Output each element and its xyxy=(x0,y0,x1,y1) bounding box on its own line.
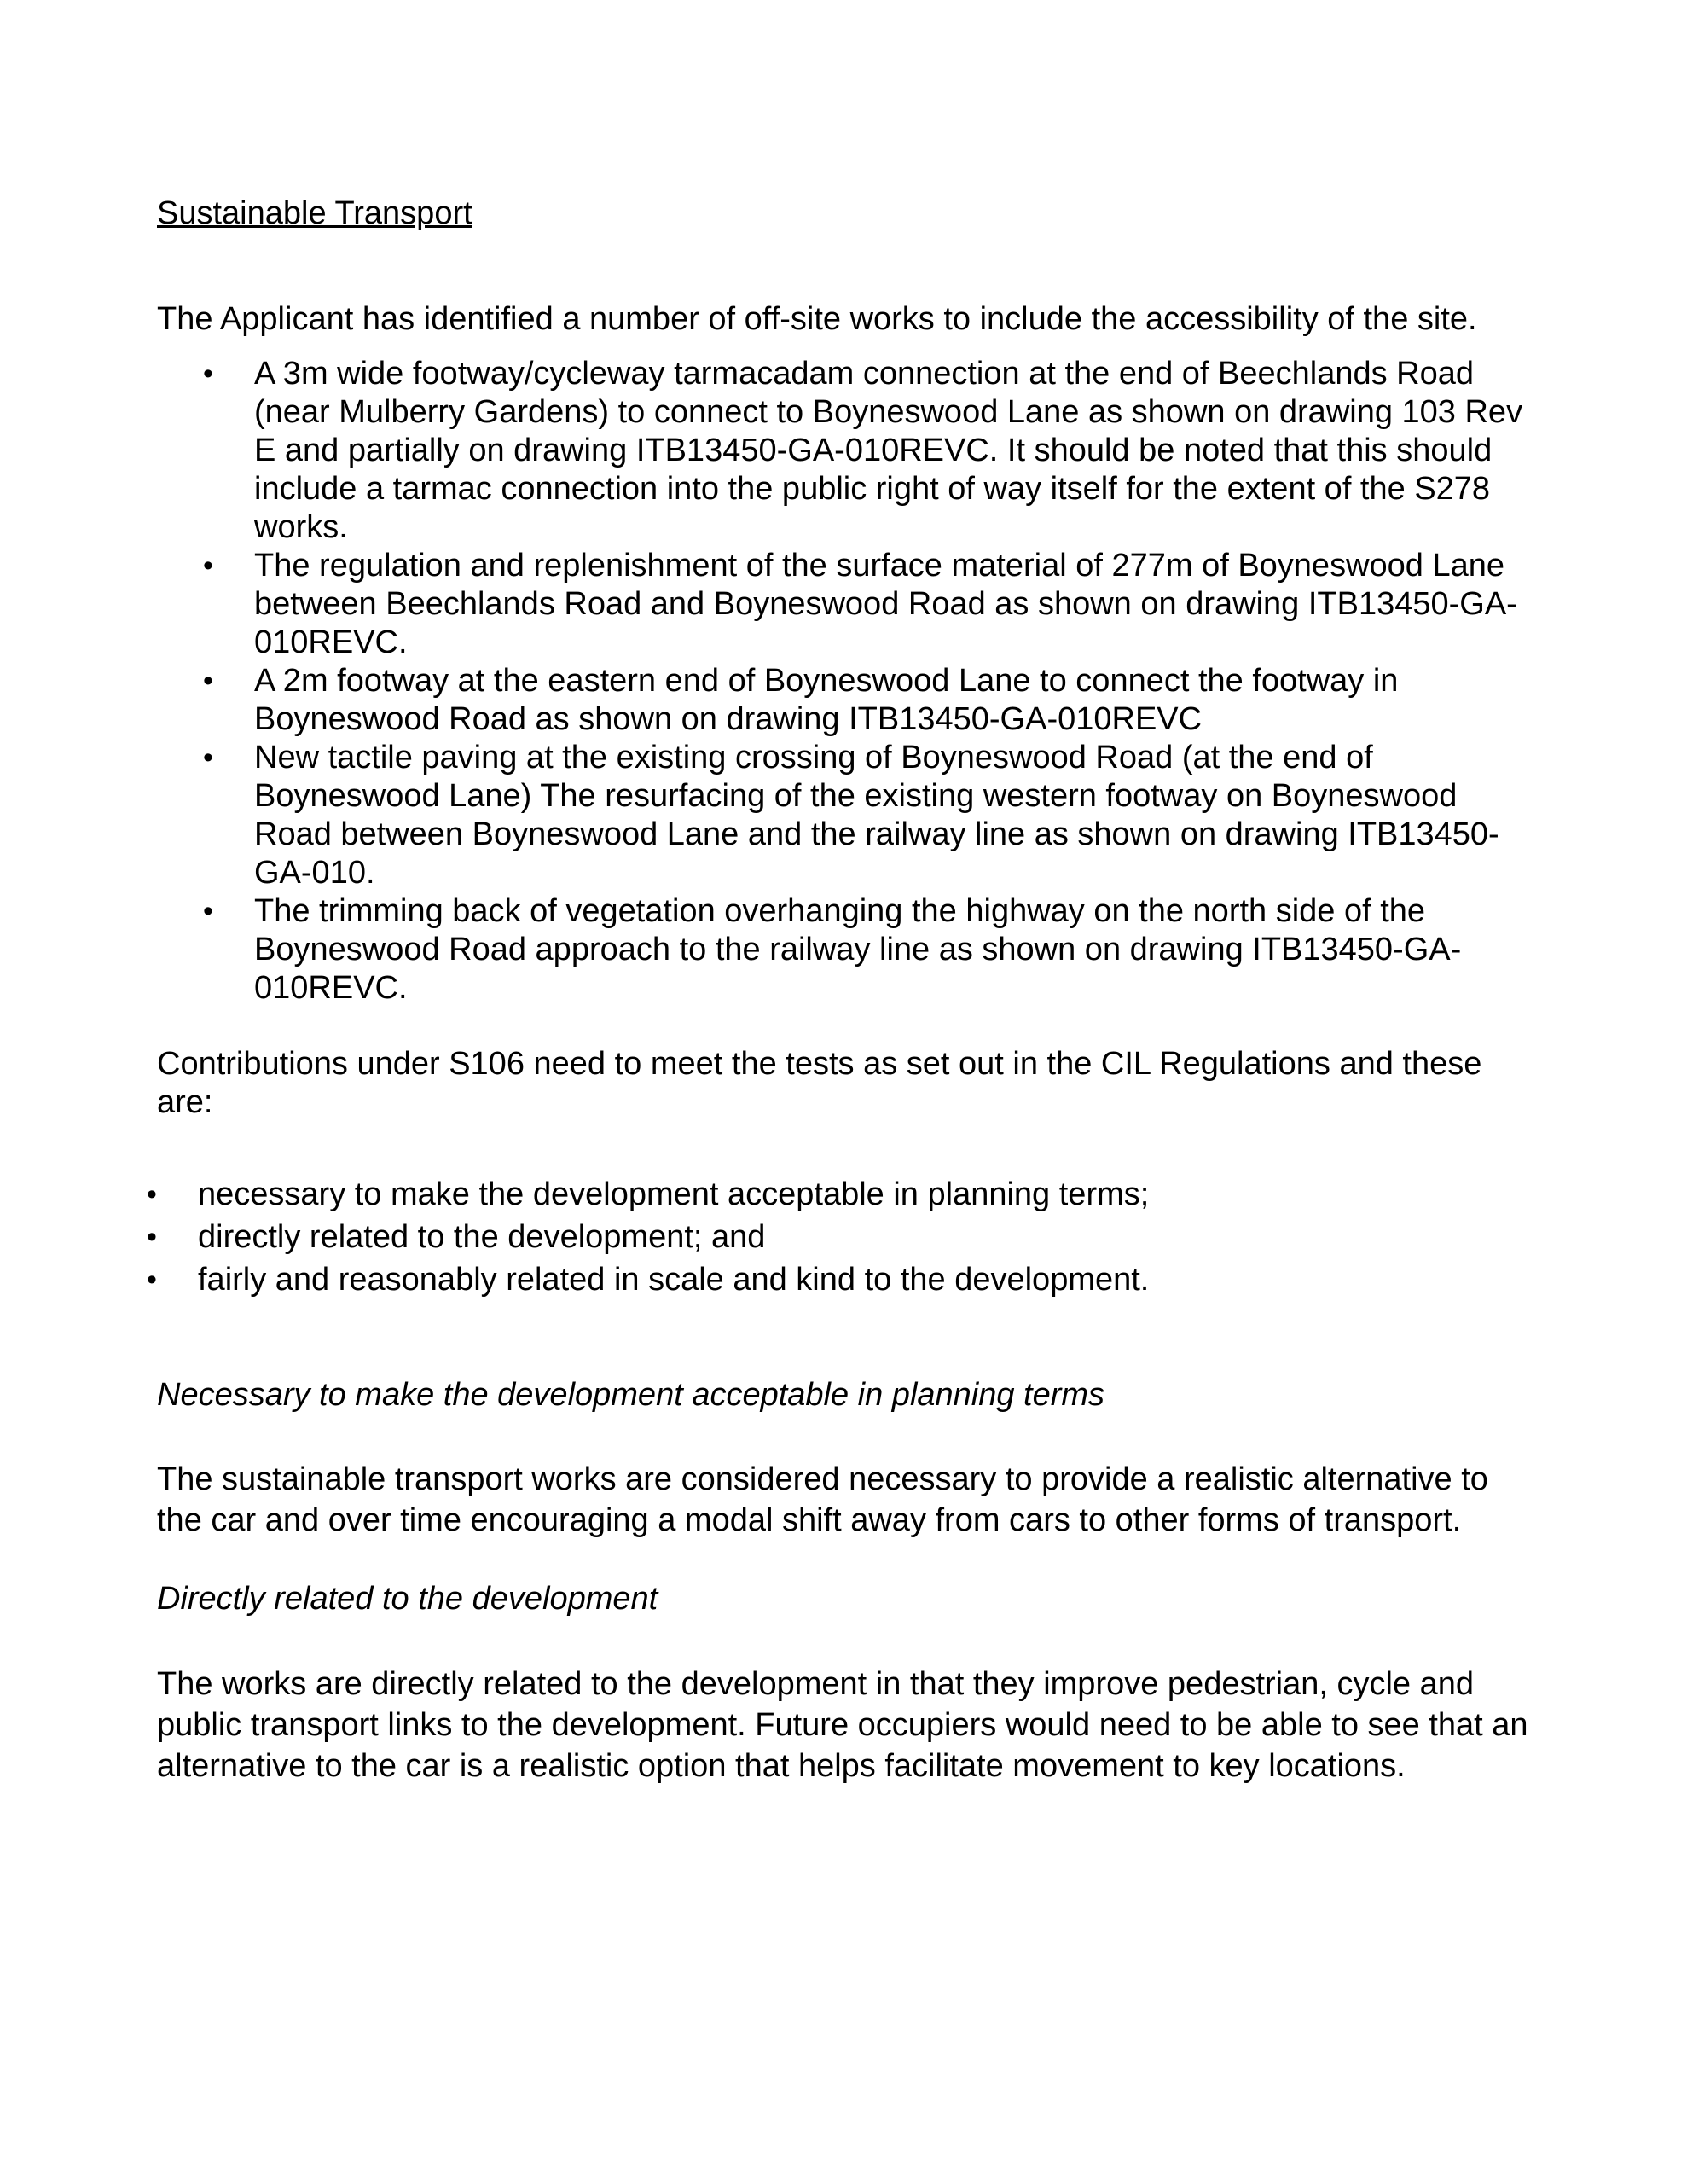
bullet-icon: • xyxy=(203,895,213,927)
bullet-icon: • xyxy=(203,549,213,582)
bullet-icon: • xyxy=(147,1221,157,1253)
works-list-item xyxy=(0,355,1533,547)
bullet-icon: • xyxy=(147,1263,157,1296)
works-list-item xyxy=(0,662,1533,739)
contributions-paragraph: Contributions under S106 need to meet the tests as set out in the CIL Regulations and these are: xyxy=(157,1046,1482,1120)
tests-list-item xyxy=(0,1216,1511,1258)
works-item-text: The regulation and replenishment of the surface material of 277m of Boyneswood Lane between Beechlands Road and Boyneswood Road as shown on drawing ITB13450-GA-010REVC. xyxy=(254,548,1517,660)
tests-list-item xyxy=(0,1258,1511,1301)
tests-item-text: fairly and reasonably related in scale and kind to the development. xyxy=(198,1262,1150,1298)
tests-list xyxy=(0,1173,1511,1301)
works-list-item xyxy=(0,547,1533,662)
works-list-item xyxy=(0,892,1533,1008)
works-item-text: A 2m footway at the eastern end of Boyneswood Lane to connect the footway in Boyneswood Road as shown on drawing ITB13450-GA-010REVC xyxy=(254,663,1399,737)
tests-item-text: necessary to make the development acceptable in planning terms; xyxy=(198,1176,1150,1212)
bullet-icon: • xyxy=(203,741,213,774)
bullet-icon: • xyxy=(203,665,213,697)
intro-paragraph: The Applicant has identified a number of off-site works to include the accessibility of the site. xyxy=(157,301,1477,337)
necessary-subheading: Necessary to make the development acceptable in planning terms xyxy=(157,1377,1105,1413)
works-item-text: New tactile paving at the existing crossing of Boyneswood Road (at the end of Boyneswood Lane) The resurfacing of the existing western footway on Boyneswood Road between Boyneswood Lane and the railway line as shown on drawing ITB13450-GA-010. xyxy=(254,740,1499,891)
necessary-paragraph: The sustainable transport works are considered necessary to provide a realistic alternative to the car and over time encouraging a modal shift away from cars to other forms of transport. xyxy=(157,1461,1488,1538)
works-list xyxy=(0,355,1533,1008)
related-paragraph: The works are directly related to the development in that they improve pedestrian, cycle and public transport links to the development. Future occupiers would need to be able to see that an alternative to the car is a realistic option that helps facilitate movement to key locations. xyxy=(157,1666,1528,1784)
related-subheading: Directly related to the development xyxy=(157,1581,658,1617)
works-item-text: The trimming back of vegetation overhanging the highway on the north side of the Boyneswood Road approach to the railway line as shown on drawing ITB13450-GA-010REVC. xyxy=(254,893,1462,1006)
works-item-text: A 3m wide footway/cycleway tarmacadam connection at the end of Beechlands Road (near Mulberry Gardens) to connect to Boyneswood Lane as shown on drawing 103 Rev E and partially on drawing ITB13450-GA-010REVC. It should be noted that this should include a tarmac connection into the public right of way itself for the extent of the S278 works. xyxy=(254,356,1523,545)
bullet-icon: • xyxy=(203,357,213,390)
section-heading: Sustainable Transport xyxy=(157,195,472,231)
bullet-icon: • xyxy=(147,1178,157,1211)
tests-item-text: directly related to the development; and xyxy=(198,1219,766,1255)
works-list-item xyxy=(0,739,1533,892)
tests-list-item xyxy=(0,1173,1511,1216)
